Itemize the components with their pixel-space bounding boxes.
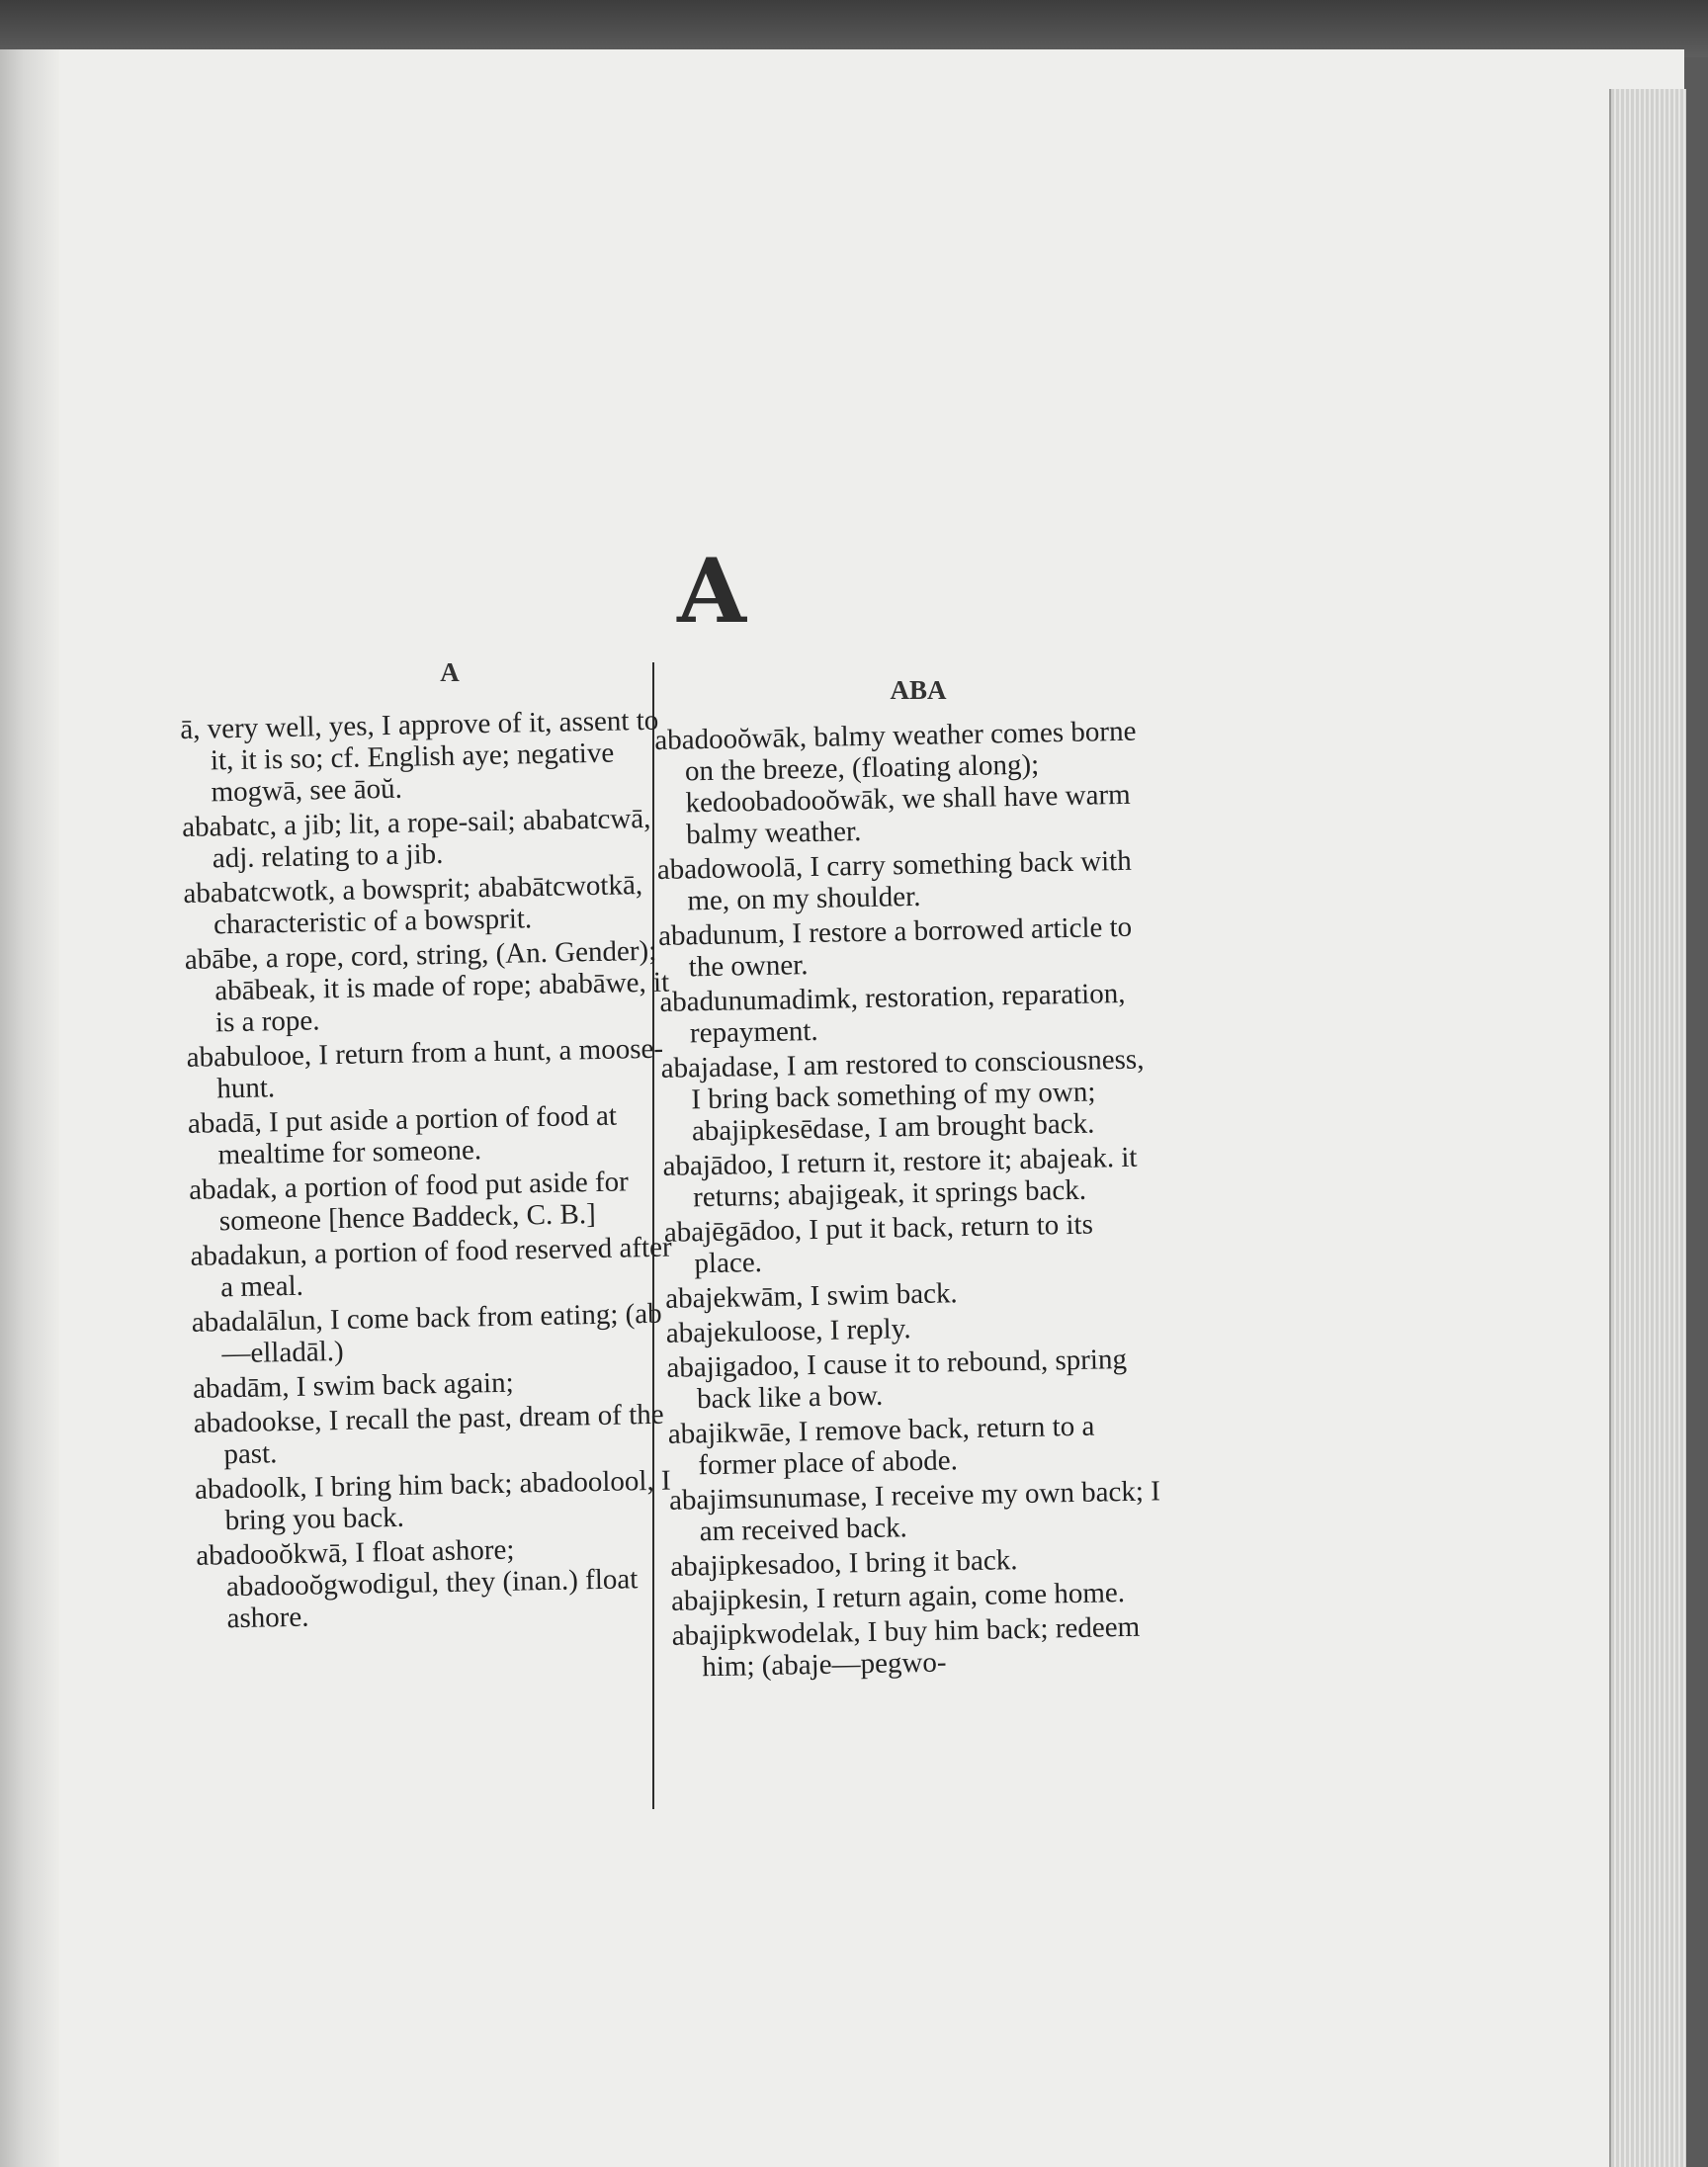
dictionary-entry: abajikwāe, I remove back, return to a former place of abode.	[667, 1410, 1095, 1482]
left-column-header: A	[440, 657, 460, 687]
page-gutter-shadow	[0, 49, 59, 2167]
left-column	[180, 704, 690, 1637]
dictionary-entry: abadak, a portion of food put aside for someone [hence Baddeck, C. B.]	[188, 1166, 630, 1238]
page-stack-edge	[1609, 89, 1686, 2167]
dictionary-entry: abajigadoo, I cause it to rebound, spring back like a bow.	[666, 1343, 1128, 1416]
dictionary-entry: abajadase, I am restored to consciousness, I bring back something of my own; abajipkesēdase, I am brought back.	[660, 1043, 1145, 1148]
dictionary-entry: abajimsunumase, I receive my own back; I am received back.	[668, 1475, 1161, 1548]
dictionary-entry: abajipkwodelak, I buy him back; redeem him; (abaje—pegwo-	[671, 1610, 1141, 1684]
section-letter: A	[677, 539, 746, 644]
dictionary-entry: ababatcwotk, a bowsprit; ababātcwotkā, characteristic of a bowsprit.	[183, 869, 643, 941]
dictionary-entry: abajekuloose, I reply.	[665, 1313, 911, 1349]
right-column	[654, 715, 1165, 1686]
dictionary-entry: ababulooe, I return from a hunt, a moose-hunt.	[186, 1032, 664, 1105]
dictionary-entry: abajipkesin, I return again, come home.	[670, 1577, 1126, 1617]
dictionary-entry: abadookse, I recall the past, dream of the past.	[193, 1398, 664, 1471]
dictionary-entry: abadakun, a portion of food reserved after a meal.	[190, 1231, 672, 1304]
dictionary-entry: abadā, I put aside a portion of food at mealtime for someone.	[187, 1099, 618, 1171]
dictionary-entry: abadoolk, I bring him back; abadoolool, I bring you back.	[194, 1464, 671, 1537]
dictionary-entry: abajipkesadoo, I bring it back.	[670, 1544, 1018, 1583]
dictionary-entry: abajekwām, I swim back.	[664, 1277, 958, 1315]
dictionary-entry: ababatc, a jib; lit, a rope-sail; ababatcwā, adj. relating to a jib.	[181, 802, 651, 875]
dictionary-entry: abajēgādoo, I put it back, return to its place.	[663, 1208, 1094, 1280]
dictionary-entry: abadowoolā, I carry something back with me, on my shoulder.	[656, 844, 1133, 917]
dictionary-entry: abadooŏkwā, I float ashore; abadooŏgwodigul, they (inan.) float ashore.	[196, 1533, 639, 1635]
dictionary-entry: ā, very well, yes, I approve of it, assent to it, it is so; cf. English aye; negative mogwā, see āoŭ.	[180, 704, 659, 809]
dictionary-entry: abadām, I swim back again;	[192, 1366, 514, 1405]
dictionary-entry: abadunum, I restore a borrowed article to the owner.	[657, 910, 1133, 984]
dictionary-entry: abadalālun, I come back from eating; (ab—elladāl.)	[191, 1297, 662, 1370]
dictionary-entry: abābe, a rope, cord, string, (An. Gender); abābeak, it is made of rope; ababāwe, it is a rope.	[184, 934, 670, 1039]
dictionary-entry: abadunumadimk, restoration, reparation, repayment.	[659, 977, 1126, 1050]
right-column-header: ABA	[890, 675, 947, 705]
dictionary-entry: abadooŏwāk, balmy weather comes borne on the breeze, (floating along); kedoobadooŏwāk, we shall have warm balmy weather.	[654, 715, 1137, 851]
dictionary-entry: abajādoo, I return it, restore it; abajeak. it returns; abajigeak, it springs back.	[662, 1141, 1138, 1214]
